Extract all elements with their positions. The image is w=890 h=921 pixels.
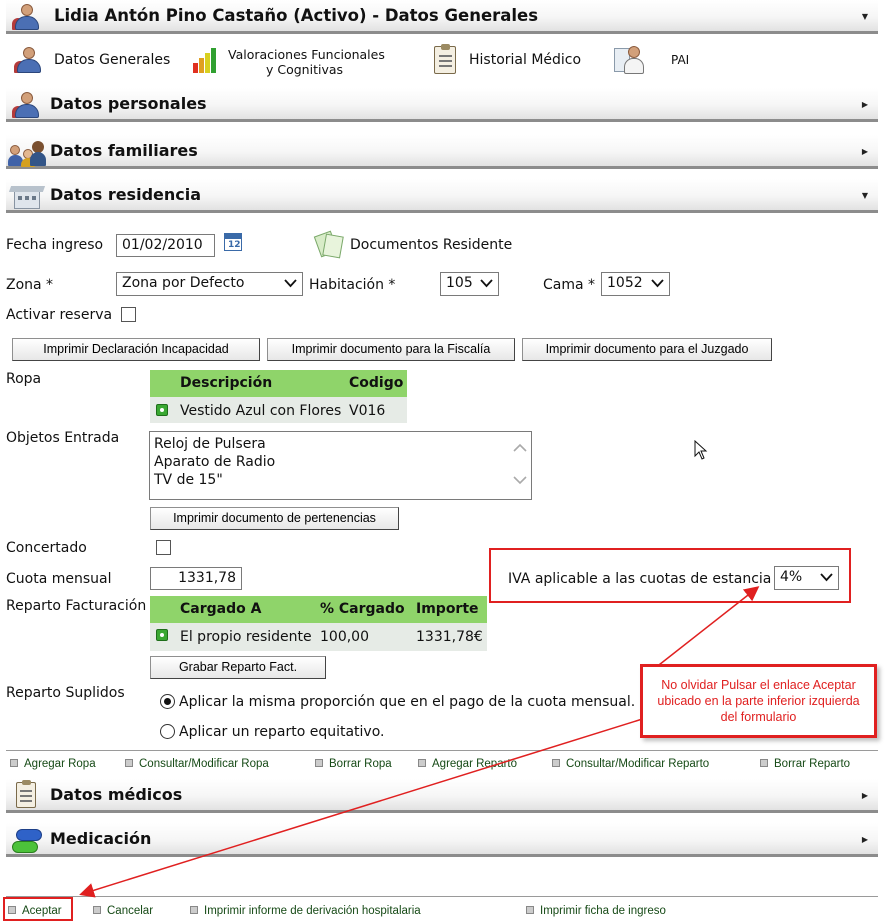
reparto-suplidos-label: Reparto Suplidos	[6, 685, 125, 701]
cell-porcentaje: 100,00	[320, 629, 369, 645]
col-descripcion: Descripción	[180, 375, 273, 391]
cuota-mensual-label: Cuota mensual	[6, 571, 112, 587]
section-title: Datos personales	[50, 94, 207, 113]
radio-reparto-equitativo-label: Aplicar un reparto equitativo.	[179, 724, 385, 740]
fecha-ingreso-input[interactable]: 01/02/2010	[116, 234, 215, 257]
agregar-reparto-link[interactable]: Agregar Reparto	[418, 758, 517, 770]
nav-valoraciones-line2[interactable]: y Cognitivas	[266, 62, 344, 77]
section-title: Datos médicos	[50, 785, 183, 804]
grabar-reparto-button[interactable]: Grabar Reparto Fact.	[150, 656, 326, 679]
cell-importe: 1331,78€	[416, 629, 483, 645]
col-importe: Importe	[416, 601, 479, 617]
expand-arrow-icon[interactable]: ▶	[861, 835, 868, 844]
cuota-mensual-input[interactable]: 1331,78	[150, 567, 242, 590]
arrow-to-aceptar	[82, 716, 652, 894]
imprimir-ficha-link[interactable]: Imprimir ficha de ingreso	[526, 905, 666, 917]
expand-arrow-icon[interactable]: ▶	[861, 147, 868, 156]
annotation-callout	[640, 664, 877, 738]
imprimir-juzgado-button[interactable]: Imprimir documento para el Juzgado	[522, 338, 772, 361]
cancelar-link[interactable]: Cancelar	[93, 905, 153, 917]
cell-descripcion: Vestido Azul con Flores	[180, 403, 342, 419]
expand-arrow-icon[interactable]: ▶	[861, 100, 868, 109]
nav-valoraciones-line1[interactable]: Valoraciones Funcionales	[228, 47, 385, 62]
objetos-entrada-label: Objetos Entrada	[6, 430, 120, 446]
cama-label: Cama *	[543, 277, 596, 293]
imprimir-informe-link[interactable]: Imprimir informe de derivación hospitalaria	[190, 905, 421, 917]
habitacion-value: 105	[446, 275, 473, 291]
cama-value: 1052	[607, 275, 643, 291]
col-cargado-a: Cargado A	[180, 601, 262, 617]
zona-label: Zona *	[6, 277, 54, 293]
page-title: Lidia Antón Pino Castaño (Activo) - Datos Generales	[54, 6, 539, 25]
mouse-cursor-icon	[694, 440, 708, 460]
imprimir-incapacidad-button[interactable]: Imprimir Declaración Incapacidad	[12, 338, 260, 361]
arrow-to-iva	[650, 588, 757, 672]
radio-misma-proporcion-label: Aplicar la misma proporción que en el pago de la cuota mensual.	[179, 694, 636, 710]
reparto-facturacion-label: Reparto Facturación	[6, 598, 147, 614]
col-porcentaje: % Cargado	[320, 601, 405, 617]
calendar-icon[interactable]: 12	[224, 233, 242, 251]
consultar-ropa-link[interactable]: Consultar/Modificar Ropa	[125, 758, 269, 770]
aceptar-link[interactable]: Aceptar	[8, 905, 62, 917]
consultar-reparto-link[interactable]: Consultar/Modificar Reparto	[552, 758, 709, 770]
annotation-text: No olvidar Pulsar el enlace Aceptar ubicado en la parte inferior izquierda del formulario	[657, 678, 860, 724]
habitacion-label: Habitación *	[309, 277, 396, 293]
imprimir-pertenencias-button[interactable]: Imprimir documento de pertenencias	[150, 507, 399, 530]
cell-codigo: V016	[349, 403, 386, 419]
documentos-residente-link[interactable]: Documentos Residente	[350, 237, 513, 253]
collapse-arrow-icon[interactable]: ▼	[861, 12, 868, 21]
collapse-arrow-icon[interactable]: ▼	[861, 191, 868, 200]
objetos-entrada-textarea[interactable]: Reloj de Pulsera Aparato de Radio TV de 15"	[149, 431, 532, 500]
section-title: Datos residencia	[50, 185, 202, 204]
fecha-ingreso-label: Fecha ingreso	[6, 237, 104, 253]
borrar-ropa-link[interactable]: Borrar Ropa	[315, 758, 392, 770]
ropa-label: Ropa	[6, 371, 42, 387]
iva-label: IVA aplicable a las cuotas de estancia	[508, 571, 772, 587]
imprimir-fiscalia-button[interactable]: Imprimir documento para la Fiscalía	[267, 338, 515, 361]
concertado-label: Concertado	[6, 540, 87, 556]
iva-value: 4%	[780, 569, 803, 585]
nav-pai[interactable]: PAI	[671, 53, 690, 67]
section-title: Datos familiares	[50, 141, 198, 160]
nav-datos-generales[interactable]: Datos Generales	[54, 52, 171, 68]
activar-reserva-label: Activar reserva	[6, 307, 113, 323]
agregar-ropa-link[interactable]: Agregar Ropa	[10, 758, 96, 770]
zona-value: Zona por Defecto	[122, 275, 245, 291]
borrar-reparto-link[interactable]: Borrar Reparto	[760, 758, 850, 770]
col-codigo: Codigo	[349, 375, 404, 391]
nav-historial[interactable]: Historial Médico	[469, 52, 582, 68]
cell-cargado-a: El propio residente	[180, 629, 312, 645]
section-title: Medicación	[50, 829, 152, 848]
expand-arrow-icon[interactable]: ▶	[861, 791, 868, 800]
